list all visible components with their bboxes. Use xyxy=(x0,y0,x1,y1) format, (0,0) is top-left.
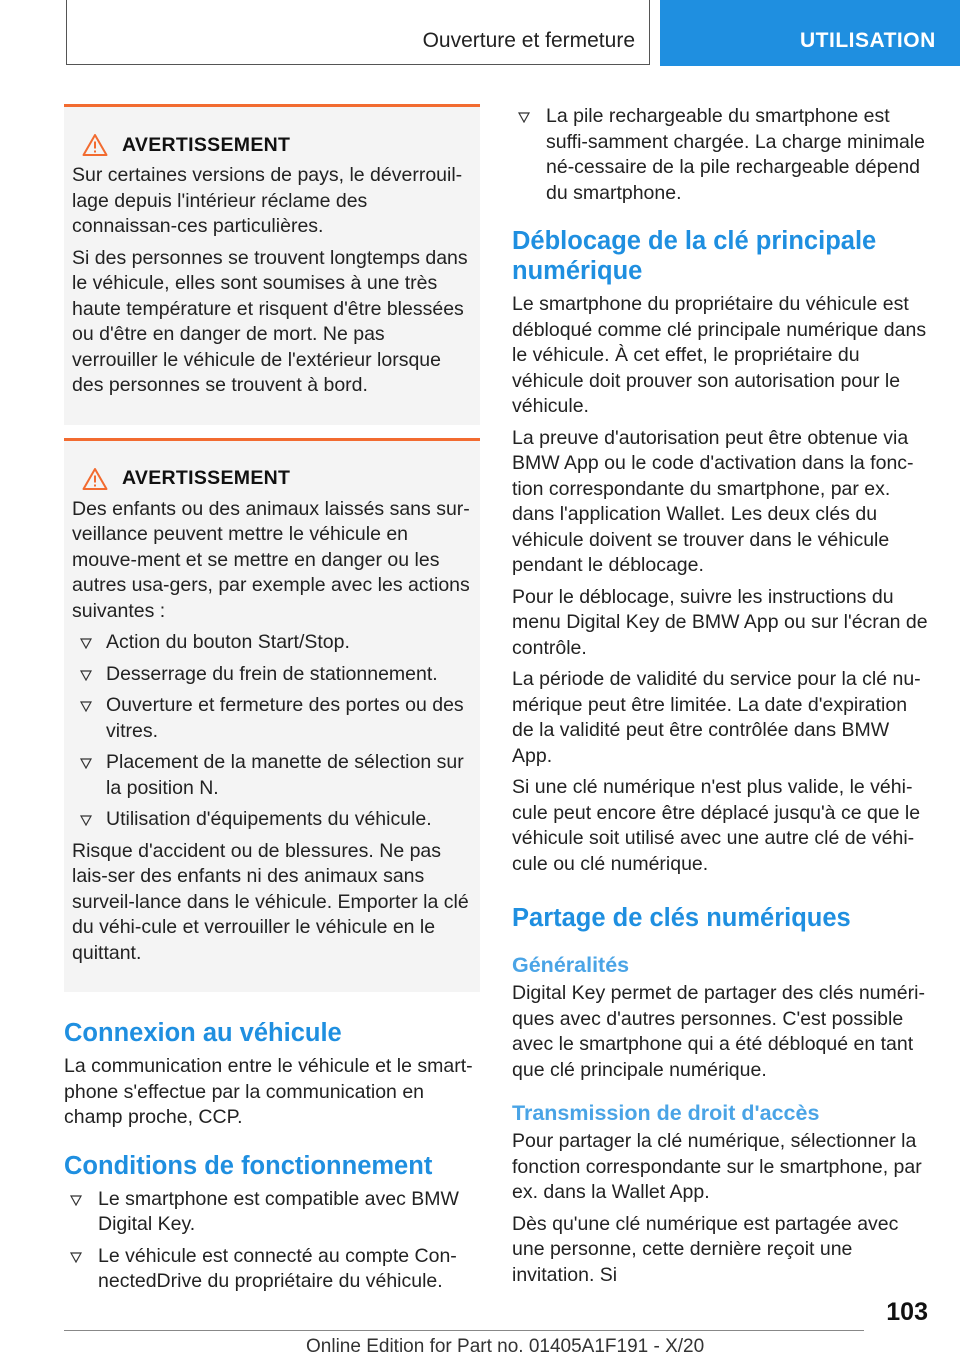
heading-partage: Partage de clés numériques xyxy=(512,904,851,932)
warning-list xyxy=(72,630,472,833)
deblocage-text: Le smartphone du propriétaire du véhicule est débloqué comme clé principale numérique dans le véhicule. À cet effet, le propriétaire du véhicule doit prouver son autorisation pour le véhicule. xyxy=(512,293,927,417)
bullet-triangle-icon xyxy=(80,758,92,769)
warning-triangle-icon xyxy=(82,467,108,491)
connexion-text: La communication entre le véhicule et le smart-phone s'effectue par la communication en champ proche, CCP. xyxy=(64,1055,473,1128)
bullet-triangle-icon xyxy=(80,638,92,649)
deblocage-text: La preuve d'autorisation peut être obtenue via BMW App ou le code d'activation dans la fonc-tion correspondante du smartphone, par ex. dans l'application Wallet. Les deux clés du véhicule doivent se trouver dans le véhicule pendant le déblocage. xyxy=(512,426,914,576)
left-column xyxy=(64,104,480,1301)
list-item: Action du bouton Start/Stop. xyxy=(72,630,472,656)
list-item: Le véhicule est connecté au compte Con-nectedDrive du propriétaire du véhicule. xyxy=(64,1244,480,1295)
page-number: 103 xyxy=(886,1298,928,1326)
transmission-text: Pour partager la clé numérique, sélectionner la fonction correspondante sur le smartphone, par ex. dans la Wallet App. xyxy=(512,1130,922,1203)
bullet-triangle-icon xyxy=(80,815,92,826)
warning-text: Sur certaines versions de pays, le déverrouil-lage depuis l'intérieur réclame des connaissan-ces particulières. xyxy=(72,164,463,237)
chapter-tab xyxy=(660,0,960,66)
deblocage-text: La période de validité du service pour la clé nu-mérique peut être limitée. La date d'expiration de la validité peut être contrôlée dans BMW App. xyxy=(512,668,921,767)
section-tab xyxy=(66,0,650,65)
bullet-triangle-icon xyxy=(80,670,92,681)
edition-note: Online Edition for Part no. 01405A1F191 - X/20 xyxy=(306,1336,705,1357)
deblocage-text: Si une clé numérique n'est plus valide, le véhi-cule peut encore être déplacé jusqu'à ce que le véhicule soit utilisé avec une autre clé de véhi-cule ou clé numérique. xyxy=(512,776,921,875)
warning-title: AVERTISSEMENT xyxy=(122,133,291,156)
generalites-text: Digital Key permet de partager des clés numéri-ques avec d'autres personnes. C'est possible avec le smartphone qui a été débloqué en tant que clé principale numérique. xyxy=(512,982,925,1081)
section-title: Ouverture et fermeture xyxy=(422,29,635,52)
list-item: Desserrage du frein de stationnement. xyxy=(72,662,472,688)
list-item: Utilisation d'équipements du véhicule. xyxy=(72,807,472,833)
warning-box xyxy=(64,438,480,993)
bullet-triangle-icon xyxy=(80,701,92,712)
warning-text: Risque d'accident ou de blessures. Ne pas lais-ser des enfants ni des animaux sans surveil-lance dans le véhicule. Emporter la clé du véhi-cule et verrouiller le véhicule en le quittant. xyxy=(72,839,469,964)
warning-header xyxy=(72,133,472,157)
list-item: Ouverture et fermeture des portes ou des vitres. xyxy=(72,693,472,744)
footer-divider xyxy=(64,1330,864,1331)
transmission-text: Dès qu'une clé numérique est partagée avec une personne, cette dernière reçoit une invitation. Si xyxy=(512,1212,899,1286)
warning-text: Si des personnes se trouvent longtemps dans le véhicule, elles sont soumises à une très haute température et risquent d'être blessées ou d'être en danger de mort. Ne pas verrouiller le véhicule de l'extérieur lorsque des personnes se trouvent à bord. xyxy=(72,246,468,396)
warning-triangle-icon xyxy=(82,133,108,157)
bullet-triangle-icon xyxy=(70,1252,82,1263)
list-item: Le smartphone est compatible avec BMW Digital Key. xyxy=(64,1187,480,1238)
bullet-triangle-icon xyxy=(518,112,530,123)
bullet-triangle-icon xyxy=(70,1195,82,1206)
right-column xyxy=(512,104,930,1294)
warning-text: Des enfants ou des animaux laissés sans sur-veillance peuvent mettre le véhicule en mouve-ment et se mettre en danger ou les autres usa-gers, par exemple avec les actions suivantes : xyxy=(72,497,470,622)
page-header xyxy=(0,0,960,66)
warning-header xyxy=(72,467,472,491)
heading-deblocage: Déblocage de la clé principale numérique xyxy=(512,227,877,285)
heading-transmission: Transmission de droit d'accès xyxy=(512,1101,820,1125)
heading-connexion: Connexion au véhicule xyxy=(64,1019,342,1047)
warning-box xyxy=(64,104,480,425)
warning-title: AVERTISSEMENT xyxy=(122,467,291,489)
conditions-list xyxy=(64,1187,480,1295)
heading-conditions: Conditions de fonctionnement xyxy=(64,1151,433,1180)
conditions-list-continued xyxy=(512,104,930,206)
chapter-title: UTILISATION xyxy=(800,29,936,52)
deblocage-text: Pour le déblocage, suivre les instructions du menu Digital Key de BMW App ou sur l'écran de contrôle. xyxy=(512,585,928,659)
list-item: La pile rechargeable du smartphone est suffi-samment chargée. La charge minimale né-cessaire de la pile rechargeable dépend du smartphone. xyxy=(512,104,930,206)
list-item: Placement de la manette de sélection sur la position N. xyxy=(72,750,472,801)
heading-generalites: Généralités xyxy=(512,953,630,977)
